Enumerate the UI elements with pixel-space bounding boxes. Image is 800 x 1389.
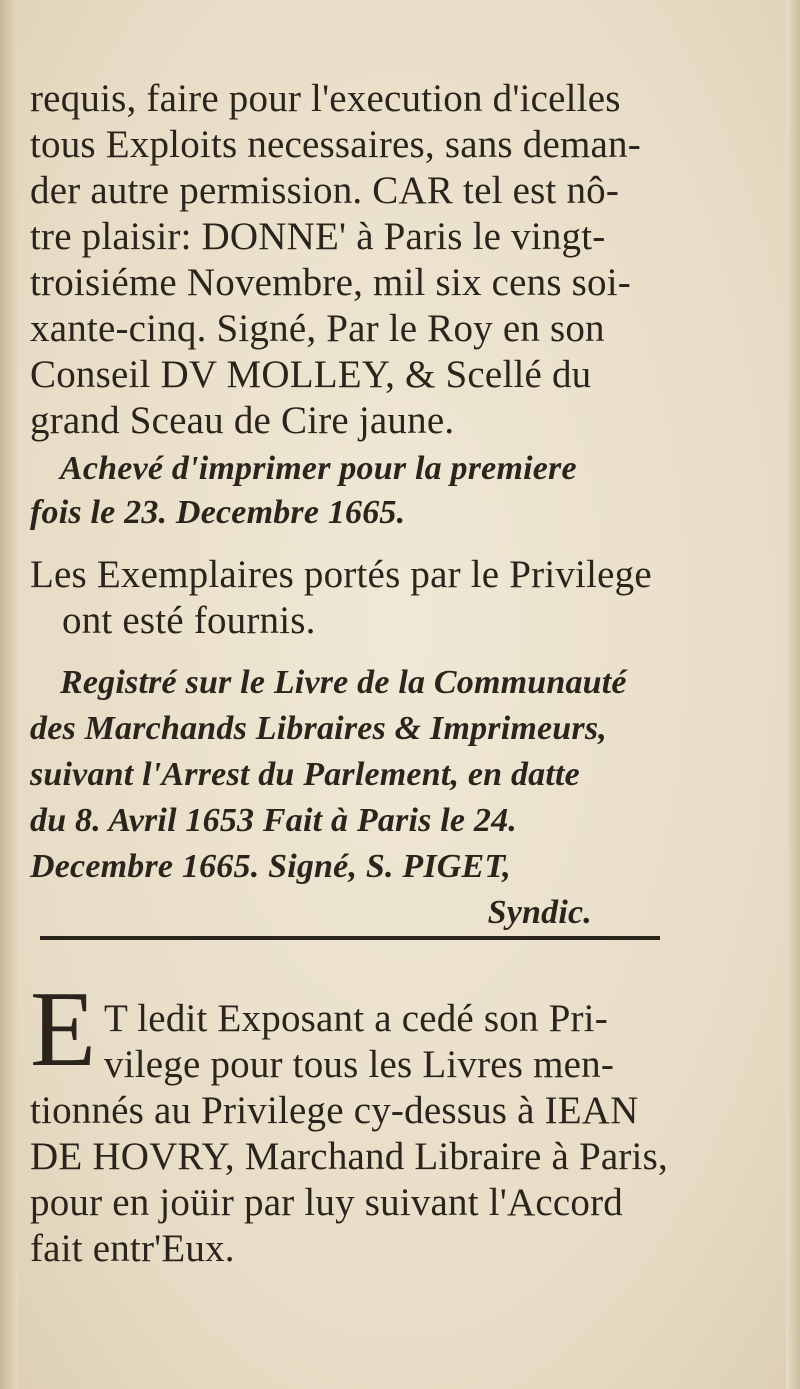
exemplaires-line: Les Exemplaires portés par le Privilege [30, 553, 652, 596]
cession-line: DE HOVRY, Marchand Libraire à Paris, [30, 1135, 668, 1178]
divider-rule [40, 936, 660, 940]
privilege-line: grand Sceau de Cire jaune. [30, 399, 455, 442]
registre-line: des Marchands Libraires & Imprimeurs, [30, 710, 607, 747]
cession-line: fait entr'Eux. [30, 1227, 235, 1270]
registre-line: du 8. Avril 1653 Fait à Paris le 24. [30, 802, 518, 839]
registre-line: Registré sur le Livre de la Communauté [60, 664, 627, 701]
achieve-line: fois le 23. Decembre 1665. [30, 494, 406, 531]
achieve-line: Achevé d'imprimer pour la premiere [60, 450, 577, 487]
privilege-line: tre plaisir: DONNE' à Paris le vingt- [30, 215, 606, 258]
cession-line: T ledit Exposant a cedé son Pri- [104, 997, 608, 1040]
privilege-line: troisiéme Novembre, mil six cens soi- [30, 261, 631, 304]
privilege-line: Conseil DV MOLLEY, & Scellé du [30, 353, 592, 396]
privilege-line: tous Exploits necessaires, sans deman- [30, 123, 641, 166]
registre-line: Decembre 1665. Signé, S. PIGET, [30, 848, 511, 885]
page-edge-left [0, 0, 18, 1389]
exemplaires-line: ont esté fournis. [62, 599, 316, 642]
privilege-line: der autre permission. CAR tel est nô- [30, 169, 620, 212]
cession-line: pour en joüir par luy suivant l'Accord [30, 1181, 623, 1224]
cession-line: vilege pour tous les Livres men- [104, 1043, 615, 1086]
privilege-line: requis, faire pour l'execution d'icelles [30, 77, 621, 120]
registre-line: suivant l'Arrest du Parlement, en datte [30, 756, 580, 793]
registre-signature: Syndic. [487, 894, 592, 931]
page-edge-right [786, 0, 800, 1389]
privilege-line: xante-cinq. Signé, Par le Roy en son [30, 307, 605, 350]
cession-line: tionnés au Privilege cy-dessus à IEAN [30, 1089, 639, 1132]
drop-cap: E [30, 970, 96, 1089]
